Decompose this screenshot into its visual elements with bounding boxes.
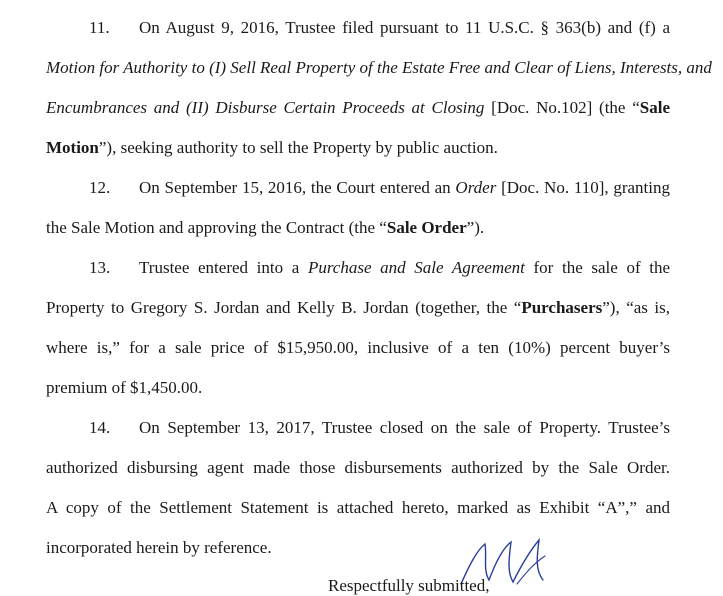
paragraph-13-line-4: premium of $1,450.00. [46,378,203,397]
paragraph-number: 14. [89,418,111,437]
paragraph-11-line-1: 11. On August 9, 2016, Trustee filed pursuant to 11 U.S.C. § 363(b) and (f) a [89,18,670,37]
paragraph-13-line-1: 13. Trustee entered into a Purchase and Sale Agreement for the sale of the [89,258,671,277]
paragraph-number: 12. [89,178,111,197]
closing-line-cut-off: Respectfully submitted, [328,576,490,595]
paragraph-11-line-2: Motion for Authority to (I) Sell Real Property of the Estate Free and Clear of Liens, Interests, and [46,58,712,77]
paragraph-12-line-2: the Sale Motion and approving the Contract (the “Sale Order”). [46,218,485,237]
paragraph-number: 11. [89,18,110,37]
paragraph-13-line-2: Property to Gregory S. Jordan and Kelly B. Jordan (together, the “Purchasers”), “as is, [46,298,670,317]
paragraph-14-line-1: 14. On September 13, 2017, Trustee closed on the sale of Property. Trustee’s [89,418,670,437]
paragraph-number: 13. [89,258,111,277]
paragraph-14-line-3: A copy of the Settlement Statement is attached hereto, marked as Exhibit “A”,” and [46,498,670,517]
paragraph-13-line-3: where is,” for a sale price of $15,950.00, inclusive of a ten (10%) percent buyer’s [46,338,670,357]
paragraph-12-line-1: 12. On September 15, 2016, the Court entered an Order [Doc. No. 110], granting [89,178,670,197]
paragraph-14-line-2: authorized disbursing agent made those disbursements authorized by the Sale Order. [46,458,670,477]
paragraph-11-line-3: Encumbrances and (II) Disburse Certain Proceeds at Closing [Doc. No.102] (the “Sale [46,98,670,117]
paragraph-14-line-4: incorporated herein by reference. [46,538,272,557]
paragraph-11-line-4: Motion”), seeking authority to sell the Property by public auction. [46,138,498,157]
